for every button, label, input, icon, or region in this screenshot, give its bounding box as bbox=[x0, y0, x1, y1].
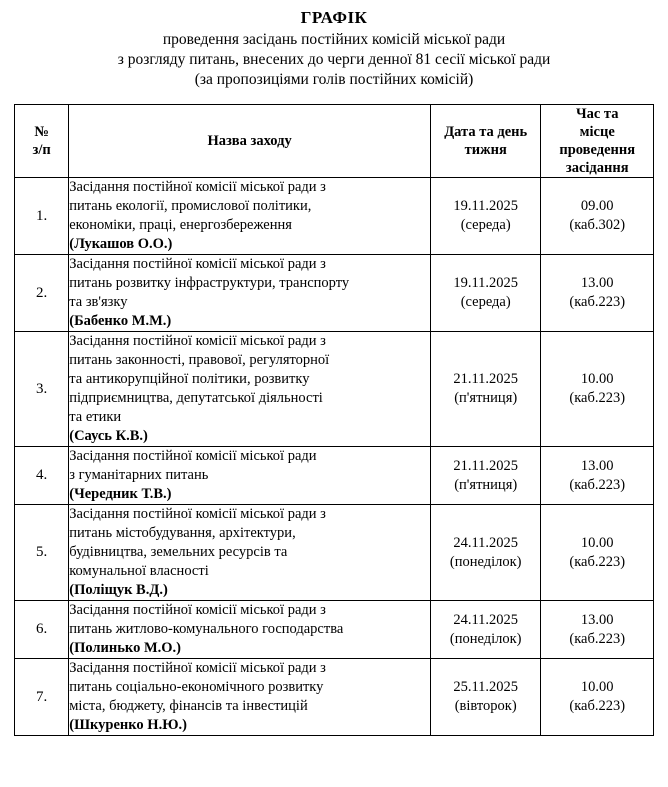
event-line: питань екології, промислової політики, bbox=[69, 198, 312, 214]
commission-head-name: (Поліщук В.Д.) bbox=[69, 582, 168, 598]
event-line: Засідання постійної комісії міської ради з bbox=[69, 179, 326, 195]
meeting-time-place bbox=[541, 505, 654, 601]
event-line: Засідання постійної комісії міської ради з bbox=[69, 333, 326, 349]
meeting-weekday: (п'ятниця) bbox=[454, 476, 518, 493]
row-number: 1. bbox=[15, 178, 69, 255]
table-row bbox=[15, 505, 654, 601]
meeting-time-place bbox=[541, 659, 654, 736]
column-header-number bbox=[15, 105, 69, 178]
table-row bbox=[15, 601, 654, 659]
meeting-weekday: (понеділок) bbox=[449, 553, 522, 570]
meeting-time-place bbox=[541, 255, 654, 332]
meeting-weekday: (вівторок) bbox=[454, 698, 517, 714]
event-line: питань містобудування, архітектури, bbox=[69, 525, 296, 541]
commission-head-name: (Бабенко М.М.) bbox=[69, 313, 172, 329]
meeting-date bbox=[430, 601, 541, 659]
table-row bbox=[15, 332, 654, 447]
meeting-time-place bbox=[541, 447, 654, 505]
column-header-place bbox=[541, 105, 654, 178]
table-header bbox=[15, 105, 654, 178]
event-line: Засідання постійної комісії міської ради з bbox=[69, 506, 326, 522]
column-header-place-line1: Час та bbox=[575, 106, 619, 122]
meeting-time: 09.00 bbox=[580, 198, 614, 214]
meeting-date-value: 21.11.2025 bbox=[453, 457, 519, 474]
meeting-date bbox=[430, 447, 541, 505]
subtitle-line-2: з розгляду питань, внесених до черги денної 81 сесії міської ради bbox=[117, 51, 551, 68]
meeting-time: 13.00 bbox=[580, 611, 614, 628]
meeting-date bbox=[430, 505, 541, 601]
event-line: з гуманітарних питань bbox=[69, 467, 209, 483]
table-header-row bbox=[15, 105, 654, 178]
meeting-room: (каб.223) bbox=[569, 698, 626, 714]
schedule-table bbox=[14, 104, 654, 736]
meeting-time: 10.00 bbox=[580, 534, 614, 551]
event-line: міста, бюджету, фінансів та інвестицій bbox=[69, 698, 308, 714]
meeting-date-value: 19.11.2025 bbox=[453, 198, 519, 214]
table-row bbox=[15, 659, 654, 736]
meeting-room: (каб.302) bbox=[569, 217, 626, 233]
commission-head-name: (Полинько М.О.) bbox=[69, 640, 182, 656]
event-description bbox=[69, 255, 431, 332]
meeting-date bbox=[430, 659, 541, 736]
event-line: Засідання постійної комісії міської ради з bbox=[69, 660, 326, 676]
meeting-weekday: (понеділок) bbox=[449, 630, 522, 647]
column-header-place-line3: проведення bbox=[559, 142, 636, 158]
row-number: 4. bbox=[15, 447, 69, 505]
event-line: та етики bbox=[69, 409, 122, 425]
event-line: комунальної власності bbox=[69, 563, 209, 579]
meeting-date-value: 25.11.2025 bbox=[453, 679, 519, 695]
event-description bbox=[69, 601, 431, 659]
table-body bbox=[15, 178, 654, 736]
commission-head-name: (Лукашов О.О.) bbox=[69, 236, 173, 252]
meeting-time: 10.00 bbox=[580, 679, 614, 695]
meeting-date-value: 21.11.2025 bbox=[453, 371, 519, 387]
column-header-event: Назва заходу bbox=[69, 105, 431, 178]
commission-head-name: (Саусь К.В.) bbox=[69, 428, 148, 444]
table-row bbox=[15, 255, 654, 332]
meeting-date-value: 24.11.2025 bbox=[453, 534, 519, 551]
event-line: та зв'язку bbox=[69, 294, 128, 310]
event-line: Засідання постійної комісії міської ради з bbox=[69, 256, 326, 272]
meeting-weekday: (середа) bbox=[460, 217, 511, 233]
commission-head-name: (Шкуренко Н.Ю.) bbox=[69, 717, 187, 733]
event-line: питань соціально-економічного розвитку bbox=[69, 679, 324, 695]
column-header-date bbox=[430, 105, 541, 178]
column-header-date-line1: Дата та день bbox=[444, 124, 528, 140]
row-number: 6. bbox=[15, 601, 69, 659]
event-description bbox=[69, 505, 431, 601]
meeting-date-value: 24.11.2025 bbox=[453, 611, 519, 628]
meeting-date bbox=[430, 178, 541, 255]
meeting-room: (каб.223) bbox=[569, 553, 626, 570]
column-header-number-line2: з/п bbox=[32, 142, 51, 158]
subtitle-line-1: проведення засідань постійних комісій міської ради bbox=[162, 31, 506, 48]
commission-head-name: (Чередник Т.В.) bbox=[69, 486, 172, 502]
page-title: ГРАФІК bbox=[300, 8, 368, 27]
meeting-weekday: (п'ятниця) bbox=[454, 390, 518, 406]
meeting-room: (каб.223) bbox=[569, 476, 626, 493]
event-line: будівництва, земельних ресурсів та bbox=[69, 544, 288, 560]
meeting-weekday: (середа) bbox=[460, 294, 511, 310]
column-header-number-line1: № bbox=[34, 124, 49, 140]
row-number: 5. bbox=[15, 505, 69, 601]
subtitle-line-3: (за пропозиціями голів постійних комісій) bbox=[194, 71, 474, 88]
event-line: питань розвитку інфраструктури, транспорту bbox=[69, 275, 350, 291]
document-subtitle bbox=[14, 30, 654, 90]
meeting-time-place bbox=[541, 332, 654, 447]
event-line: економіки, праці, енергозбереження bbox=[69, 217, 292, 233]
event-description bbox=[69, 659, 431, 736]
table-row bbox=[15, 447, 654, 505]
column-header-place-line2: місце bbox=[579, 124, 615, 140]
event-description bbox=[69, 447, 431, 505]
row-number: 2. bbox=[15, 255, 69, 332]
event-description bbox=[69, 332, 431, 447]
meeting-time: 10.00 bbox=[580, 371, 614, 387]
event-line: підприємництва, депутатської діяльності bbox=[69, 390, 323, 406]
row-number: 7. bbox=[15, 659, 69, 736]
column-header-date-line2: тижня bbox=[464, 142, 507, 158]
event-line: питань законності, правової, регуляторної bbox=[69, 352, 330, 368]
meeting-room: (каб.223) bbox=[569, 294, 626, 310]
event-line: та антикорупційної політики, розвитку bbox=[69, 371, 310, 387]
table-row bbox=[15, 178, 654, 255]
event-line: питань житлово-комунального господарства bbox=[69, 621, 344, 637]
meeting-room: (каб.223) bbox=[569, 390, 626, 406]
event-line: Засідання постійної комісії міської ради bbox=[69, 448, 317, 464]
meeting-time: 13.00 bbox=[580, 457, 614, 474]
event-description bbox=[69, 178, 431, 255]
meeting-time-place bbox=[541, 601, 654, 659]
meeting-room: (каб.223) bbox=[569, 630, 626, 647]
meeting-time-place bbox=[541, 178, 654, 255]
meeting-date-value: 19.11.2025 bbox=[453, 275, 519, 291]
meeting-date bbox=[430, 255, 541, 332]
row-number: 3. bbox=[15, 332, 69, 447]
event-line: Засідання постійної комісії міської ради з bbox=[69, 602, 326, 618]
column-header-place-line4: засідання bbox=[565, 160, 629, 176]
meeting-date bbox=[430, 332, 541, 447]
meeting-time: 13.00 bbox=[580, 275, 614, 291]
